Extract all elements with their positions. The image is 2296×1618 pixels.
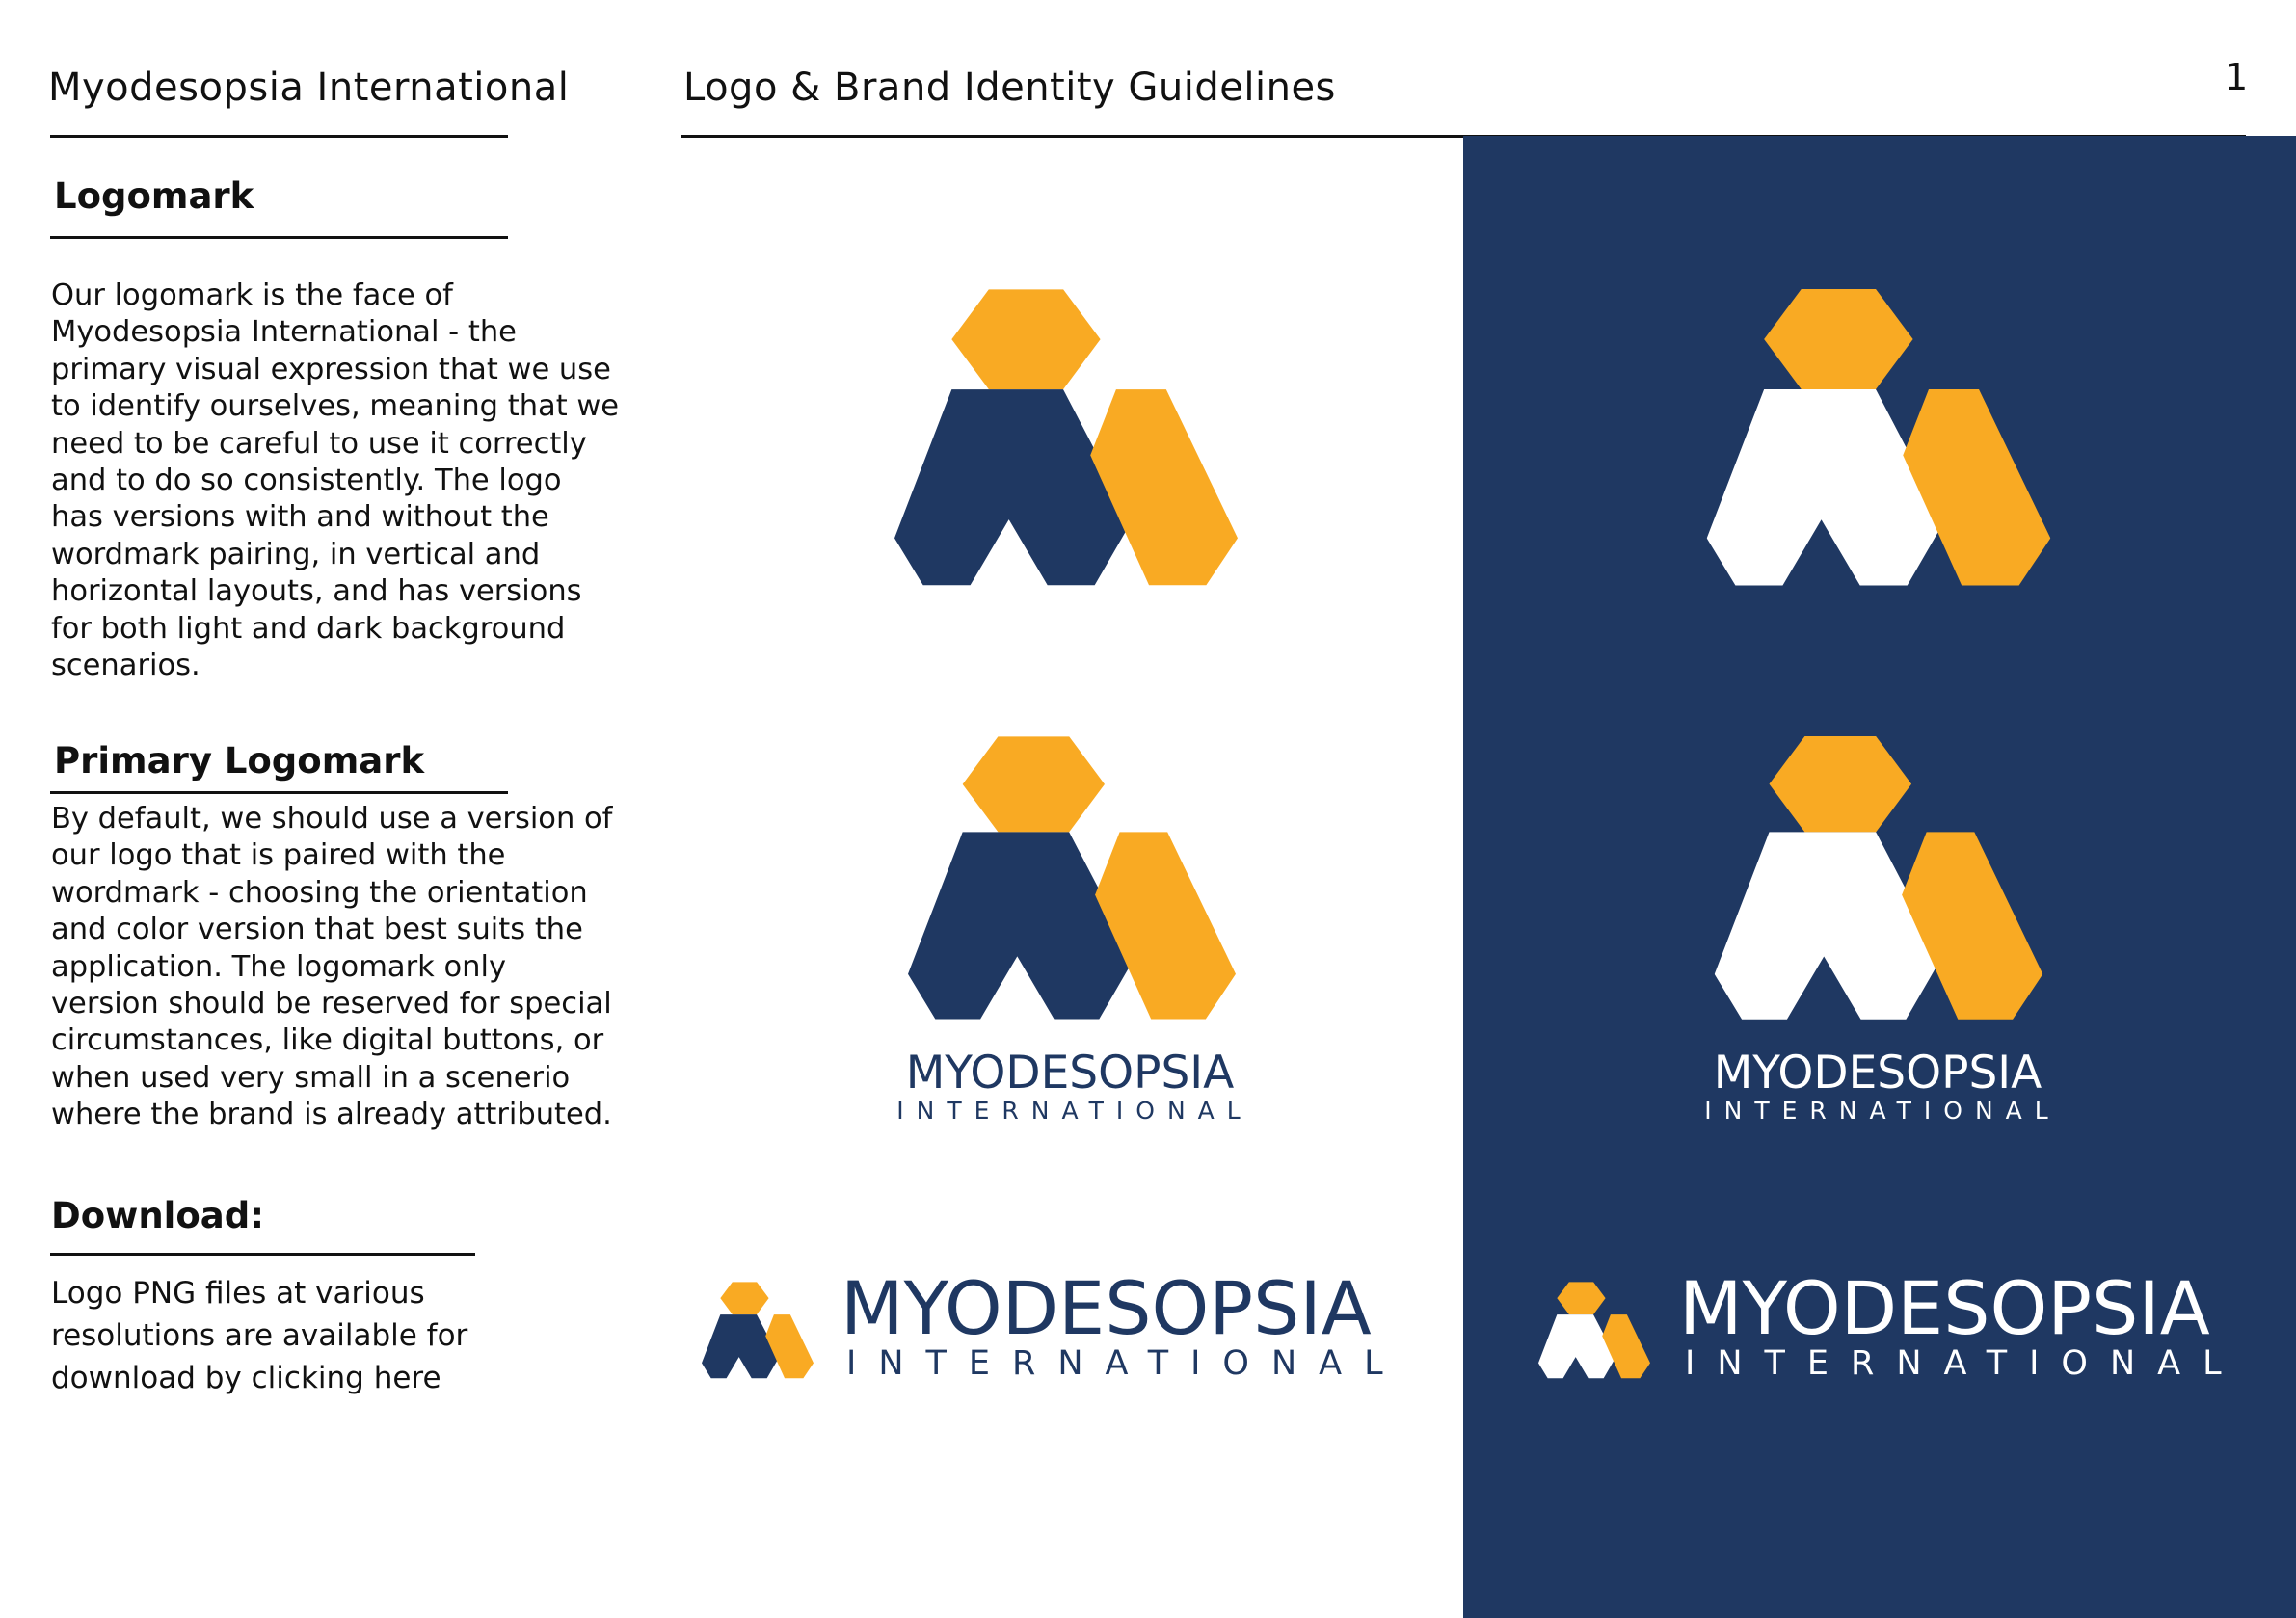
text-line: need to be careful to use it correctly: [51, 426, 587, 461]
wordmark-sub: INTERNATIONAL: [1685, 1344, 2244, 1383]
logomark-rule: [50, 236, 508, 239]
text-line: wordmark - choosing the orientation: [51, 875, 588, 910]
text-line: wordmark pairing, in vertical and: [51, 537, 541, 571]
logomark-light-icon: [894, 289, 1238, 590]
text-line: version should be reserved for special: [51, 987, 612, 1021]
text-line: where the brand is already attributed.: [51, 1098, 612, 1132]
org-name: Myodesopsia International: [48, 66, 570, 110]
text-line: and to do so consistently. The logo: [51, 464, 562, 498]
wordmark-main: MYODESOPSIA: [1679, 1265, 2210, 1351]
vertical-wordmark-dark: [1695, 1048, 2061, 1124]
wordmark-sub: INTERNATIONAL: [846, 1344, 1405, 1383]
wordmark-sub: INTERNATIONAL: [896, 1097, 1253, 1125]
primary-logomark-heading: Primary Logomark: [54, 740, 425, 782]
text-line: Myodesopsia International - the: [51, 315, 517, 350]
text-line: primary visual expression that we use: [51, 352, 611, 386]
text-line: and color version that best suits the: [51, 913, 583, 947]
text-line: Our logomark is the face of: [51, 279, 453, 312]
download-rule: [50, 1253, 475, 1256]
text-line: By default, we should use a version of: [51, 802, 613, 836]
horizontal-logo-light-icon: [702, 1282, 814, 1380]
text-line: circumstances, like digital buttons, or: [51, 1023, 604, 1058]
text-line: when used very small in a scenerio: [51, 1060, 571, 1095]
text-line: application. The logomark only: [51, 949, 507, 984]
text-line: has versions with and without the: [51, 500, 549, 535]
doc-title: Logo & Brand Identity Guidelines: [683, 66, 1336, 110]
page-number: 1: [2225, 56, 2249, 98]
vertical-wordmark-light: [887, 1048, 1253, 1124]
text-line: our logo that is paired with the: [51, 838, 506, 873]
text-line: for both light and dark background: [51, 611, 566, 646]
logomark-description: [51, 278, 619, 684]
horizontal-wordmark-light: [841, 1265, 1405, 1383]
logomark-heading: Logomark: [54, 175, 254, 217]
text-line: resolutions are available for: [51, 1318, 468, 1353]
download-description[interactable]: [51, 1272, 467, 1399]
wordmark-main: MYODESOPSIA: [905, 1047, 1235, 1100]
primary-logomark-rule: [50, 791, 508, 794]
primary-logomark-description: [51, 801, 612, 1134]
wordmark-main: MYODESOPSIA: [1713, 1047, 2042, 1100]
text-line: scenarios.: [51, 649, 200, 683]
wordmark-sub: INTERNATIONAL: [1704, 1097, 2061, 1125]
logomark-dark-icon: [1706, 289, 2051, 590]
download-link[interactable]: download by clicking here: [51, 1361, 441, 1395]
vertical-logo-dark-icon: [1714, 736, 2043, 1023]
text-line: horizontal layouts, and has versions: [51, 574, 582, 609]
text-line: to identify ourselves, meaning that we: [51, 389, 620, 424]
vertical-logo-light-icon: [908, 736, 1236, 1023]
horizontal-logo-dark-icon: [1538, 1282, 1650, 1380]
horizontal-wordmark-dark: [1679, 1265, 2244, 1383]
wordmark-main: MYODESOPSIA: [841, 1265, 1372, 1351]
download-heading: Download:: [51, 1195, 265, 1236]
text-line: Logo PNG files at various: [51, 1276, 425, 1311]
header-rule-left: [50, 135, 508, 138]
